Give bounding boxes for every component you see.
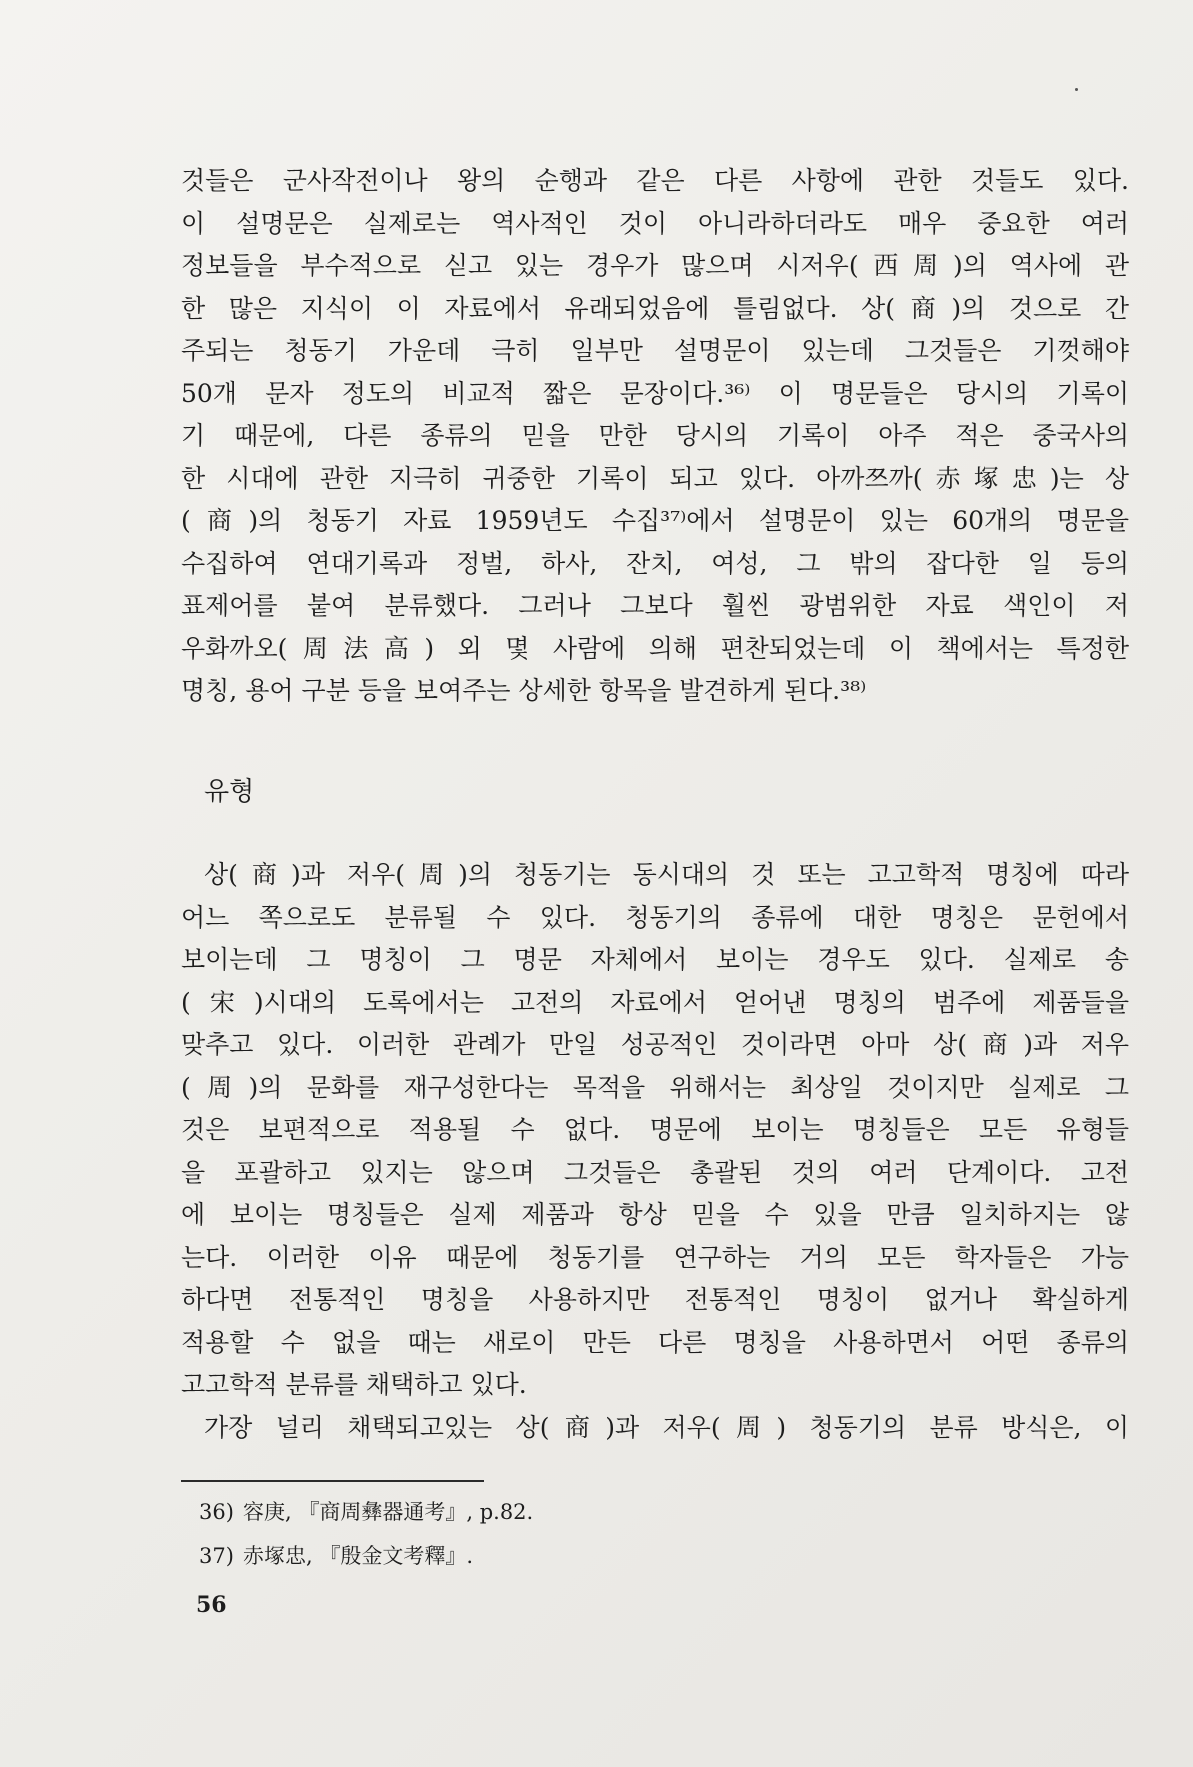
paragraph-line: 수집하여 연대기록과 정벌, 하사, 잔치, 여성, 그 밖의 잡다한 일 등의 <box>181 548 1129 578</box>
footnote-number: 37) <box>199 1544 234 1568</box>
paragraph-line: 이 설명문은 실제로는 역사적인 것이 아니라하더라도 매우 중요한 여러 <box>181 208 1129 238</box>
paragraph-line: 적용할 수 없을 때는 새로이 만든 다른 명칭을 사용하면서 어떤 종류의 <box>181 1327 1129 1357</box>
footnote-divider <box>181 1480 484 1482</box>
body-paragraph-1 <box>181 160 1129 713</box>
paragraph-line: 한 시대에 관한 지극히 귀중한 기록이 되고 있다. 아까쯔까(赤塚忠)는 상 <box>181 463 1129 493</box>
footnote-number: 36) <box>199 1500 234 1524</box>
footnote-37 <box>199 1534 533 1578</box>
paragraph-line: 을 포괄하고 있지는 않으며 그것들은 총괄된 것의 여러 단계이다. 고전 <box>181 1157 1129 1187</box>
page-number: 56 <box>196 1592 227 1618</box>
paragraph-line: 에 보이는 명칭들은 실제 제품과 항상 믿을 수 있을 만큼 일치하지는 않 <box>181 1200 1129 1229</box>
paragraph-line: 상(商)과 저우(周)의 청동기는 동시대의 것 또는 고고학적 명칭에 따라 <box>204 860 1129 889</box>
paragraph-line: 고고학적 분류를 채택하고 있다. <box>181 1370 527 1399</box>
paragraph-line: 것은 보편적으로 적용될 수 없다. 명문에 보이는 명칭들은 모든 유형들 <box>181 1115 1129 1144</box>
footnote-text: 赤塚忠, 『殷金文考釋』. <box>243 1544 474 1568</box>
paragraph-line: 우화까오(周法高) 외 몇 사람에 의해 편찬되었는데 이 책에서는 특정한 <box>181 633 1129 663</box>
paragraph-line: 50개 문자 정도의 비교적 짧은 문장이다.³⁶⁾ 이 명문들은 당시의 기록이 <box>181 378 1129 408</box>
paragraph-line: 어느 쪽으로도 분류될 수 있다. 청동기의 종류에 대한 명칭은 문헌에서 <box>181 902 1129 932</box>
paragraph-line: 정보들을 부수적으로 싣고 있는 경우가 많으며 시저우(西周)의 역사에 관 <box>181 251 1129 280</box>
paragraph-line: (周)의 문화를 재구성한다는 목적을 위해서는 최상일 것이지만 실제로 그 <box>181 1072 1129 1102</box>
footnote-text: 容庚, 『商周彝器通考』, p.82. <box>243 1500 534 1524</box>
section-heading: 유형 <box>204 777 255 807</box>
paragraph-line: 보이는데 그 명칭이 그 명문 자체에서 보이는 경우도 있다. 실제로 송 <box>181 945 1129 974</box>
page-speck <box>1075 88 1078 91</box>
paragraph-line: 가장 널리 채택되고있는 상(商)과 저우(周) 청동기의 분류 방식은, 이 <box>204 1412 1129 1442</box>
paragraph-line: (宋)시대의 도록에서는 고전의 자료에서 얻어낸 명칭의 범주에 제품들을 <box>181 987 1129 1017</box>
footnotes <box>199 1490 533 1578</box>
paragraph-line: 는다. 이러한 이유 때문에 청동기를 연구하는 거의 모든 학자들은 가능 <box>181 1242 1129 1272</box>
footnote-36 <box>199 1490 533 1534</box>
paragraph-line: (商)의 청동기 자료 1959년도 수집³⁷⁾에서 설명문이 있는 60개의 명문을 <box>181 506 1129 535</box>
paragraph-line: 표제어를 붙여 분류했다. 그러나 그보다 훨씬 광범위한 자료 색인이 저 <box>181 591 1129 620</box>
body-paragraph-2 <box>181 854 1129 1449</box>
paragraph-line: 기 때문에, 다른 종류의 믿을 만한 당시의 기록이 아주 적은 중국사의 <box>181 421 1129 450</box>
paragraph-line: 하다면 전통적인 명칭을 사용하지만 전통적인 명칭이 없거나 확실하게 <box>181 1285 1129 1314</box>
paragraph-line: 것들은 군사작전이나 왕의 순행과 같은 다른 사항에 관한 것들도 있다. <box>181 166 1129 195</box>
paragraph-line: 주되는 청동기 가운데 극히 일부만 설명문이 있는데 그것들은 기껏해야 <box>181 336 1129 365</box>
paragraph-line: 명칭, 용어 구분 등을 보여주는 상세한 항목을 발견하게 된다.³⁸⁾ <box>181 676 867 705</box>
paragraph-line: 맞추고 있다. 이러한 관례가 만일 성공적인 것이라면 아마 상(商)과 저우 <box>181 1030 1129 1059</box>
paragraph-line: 한 많은 지식이 이 자료에서 유래되었음에 틀림없다. 상(商)의 것으로 간 <box>181 293 1129 323</box>
